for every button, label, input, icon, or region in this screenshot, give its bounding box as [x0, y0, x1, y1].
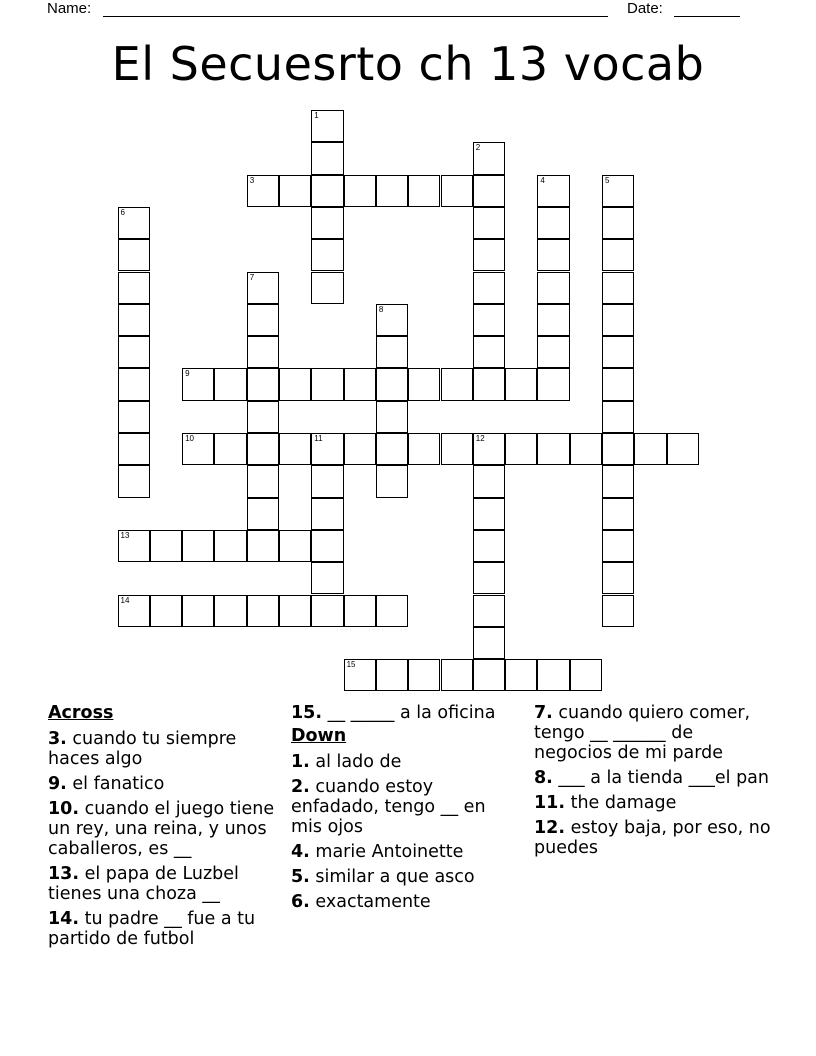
crossword-cell[interactable] [537, 304, 569, 336]
crossword-cell[interactable] [247, 304, 279, 336]
across-clues-list [48, 729, 280, 949]
crossword-cell[interactable] [473, 498, 505, 530]
crossword-cell[interactable] [311, 207, 343, 239]
clue-num: 13. [48, 864, 80, 884]
crossword-cell[interactable] [537, 368, 569, 400]
crossword-cell[interactable] [376, 595, 408, 627]
crossword-cell[interactable] [473, 368, 505, 400]
crossword-cell[interactable] [602, 336, 634, 368]
crossword-cell[interactable] [118, 530, 150, 562]
crossword-cell[interactable] [473, 562, 505, 594]
crossword-cell[interactable] [247, 175, 279, 207]
clue-text: exactamente [315, 892, 431, 912]
clue-item [291, 867, 516, 887]
clue-number: 8 [378, 304, 384, 314]
crossword-cell[interactable] [408, 433, 440, 465]
crossword-cell[interactable] [376, 175, 408, 207]
date-label: Date: [627, 0, 663, 17]
crossword-cell[interactable] [311, 530, 343, 562]
crossword-cell[interactable] [344, 368, 376, 400]
clue-text: el fanatico [72, 774, 165, 794]
crossword-cell[interactable] [602, 207, 634, 239]
crossword-cell[interactable] [376, 368, 408, 400]
crossword-cell[interactable] [408, 175, 440, 207]
crossword-cell[interactable] [118, 433, 150, 465]
crossword-cell[interactable] [279, 595, 311, 627]
clue-text: al lado de [315, 752, 402, 772]
crossword-cell[interactable] [473, 142, 505, 174]
crossword-cell[interactable] [247, 272, 279, 304]
clue-text: tu padre __ fue a tu partido de futbol [48, 909, 256, 949]
across-clues-list-cont [291, 703, 516, 723]
crossword-cell[interactable] [473, 530, 505, 562]
crossword-cell[interactable] [473, 175, 505, 207]
clue-num: 5. [291, 867, 310, 887]
crossword-cell[interactable] [570, 433, 602, 465]
clue-num: 6. [291, 892, 310, 912]
crossword-cell[interactable] [311, 239, 343, 271]
clue-text: the damage [570, 793, 677, 813]
crossword-cell[interactable] [182, 368, 214, 400]
crossword-cell[interactable] [537, 239, 569, 271]
clue-item [291, 703, 516, 723]
clue-num: 14. [48, 909, 80, 929]
crossword-cell[interactable] [311, 368, 343, 400]
crossword-cell[interactable] [473, 595, 505, 627]
crossword-cell[interactable] [602, 530, 634, 562]
clue-number: 13 [120, 530, 130, 540]
crossword-cell[interactable] [118, 239, 150, 271]
clue-text: ___ a la tienda ___el pan [558, 768, 769, 788]
crossword-cell[interactable] [602, 304, 634, 336]
crossword-cell[interactable] [376, 401, 408, 433]
crossword-cell[interactable] [344, 433, 376, 465]
crossword-cell[interactable] [473, 239, 505, 271]
clue-number: 4 [540, 175, 545, 185]
crossword-cell[interactable] [570, 659, 602, 691]
crossword-cell[interactable] [602, 465, 634, 497]
crossword-cell[interactable] [602, 272, 634, 304]
clue-number: 9 [185, 369, 190, 379]
crossword-cell[interactable] [118, 401, 150, 433]
crossword-cell[interactable] [311, 433, 343, 465]
crossword-cell[interactable] [376, 304, 408, 336]
crossword-cell[interactable] [311, 272, 343, 304]
crossword-cell[interactable] [279, 433, 311, 465]
clue-text: el papa de Luzbel tienes una choza __ [48, 864, 239, 904]
clues-column-2 [291, 703, 516, 917]
clue-number: 12 [475, 434, 485, 443]
crossword-cell[interactable] [408, 368, 440, 400]
crossword-cell[interactable] [118, 207, 150, 239]
clue-item [48, 774, 280, 794]
clue-num: 4. [291, 842, 310, 862]
crossword-cell[interactable] [247, 465, 279, 497]
crossword-cell[interactable] [602, 562, 634, 594]
clue-number: 2 [475, 143, 481, 153]
clue-number: 5 [605, 175, 610, 185]
crossword-cell[interactable] [311, 562, 343, 594]
crossword-cell[interactable] [505, 368, 537, 400]
crossword-cell[interactable] [473, 207, 505, 239]
crossword-cell[interactable] [118, 304, 150, 336]
crossword-cell[interactable] [441, 433, 473, 465]
name-label: Name: [47, 0, 92, 17]
clue-number: 6 [120, 207, 125, 217]
crossword-cell[interactable] [441, 659, 473, 691]
clue-text: marie Antoinette [315, 842, 464, 862]
crossword-cell[interactable] [311, 110, 343, 142]
crossword-cell[interactable] [247, 368, 279, 400]
crossword-cell[interactable] [118, 368, 150, 400]
crossword-cell[interactable] [247, 433, 279, 465]
crossword-cell[interactable] [602, 175, 634, 207]
crossword-cell[interactable] [473, 272, 505, 304]
clue-num: 1. [291, 752, 310, 772]
crossword-cell[interactable] [118, 336, 150, 368]
crossword-cell[interactable] [602, 595, 634, 627]
crossword-cell[interactable] [634, 433, 666, 465]
crossword-cell[interactable] [182, 595, 214, 627]
clue-item [48, 864, 280, 904]
crossword-cell[interactable] [441, 175, 473, 207]
crossword-cell[interactable] [537, 207, 569, 239]
page-title: El Secuesrto ch 13 vocab [111, 37, 705, 91]
clue-item [48, 799, 280, 859]
clue-item [291, 842, 516, 862]
clue-num: 8. [534, 768, 553, 788]
clues-column-1 [48, 703, 280, 954]
crossword-cell[interactable] [247, 595, 279, 627]
clue-num: 15. [291, 703, 323, 723]
clue-item [291, 777, 516, 837]
clue-item [534, 793, 774, 813]
crossword-cell[interactable] [505, 433, 537, 465]
clue-text: estoy baja, por eso, no puedes [534, 818, 771, 858]
crossword-cell[interactable] [473, 304, 505, 336]
crossword-cell[interactable] [118, 465, 150, 497]
clue-number: 10 [185, 434, 194, 443]
crossword-cell[interactable] [150, 530, 182, 562]
crossword-cell[interactable] [602, 433, 634, 465]
clue-text: cuando quiero comer, tengo __ ______ de negocios de mi parde [534, 703, 751, 763]
clue-num: 10. [48, 799, 80, 819]
crossword-cell[interactable] [150, 595, 182, 627]
clue-text: __ _____ a la oficina [327, 703, 496, 723]
crossword-cell[interactable] [344, 175, 376, 207]
crossword-cell[interactable] [182, 433, 214, 465]
down-heading: Down [291, 726, 347, 746]
clue-item [534, 818, 774, 858]
crossword-cell[interactable] [537, 433, 569, 465]
clue-item [291, 752, 516, 772]
crossword-cell[interactable] [408, 659, 440, 691]
crossword-cell[interactable] [473, 336, 505, 368]
crossword-cell[interactable] [311, 595, 343, 627]
clue-item [534, 768, 774, 788]
crossword-cell[interactable] [473, 465, 505, 497]
crossword-cell[interactable] [473, 659, 505, 691]
clue-num: 9. [48, 774, 67, 794]
clue-text: cuando el juego tiene un rey, una reina, y unos caballeros, es __ [48, 799, 275, 859]
clue-num: 2. [291, 777, 310, 797]
down-clues-list [291, 752, 516, 912]
crossword-cell[interactable] [214, 595, 246, 627]
crossword-cell[interactable] [279, 530, 311, 562]
crossword-cell[interactable] [118, 272, 150, 304]
crossword-cell[interactable] [311, 175, 343, 207]
crossword-cell[interactable] [441, 368, 473, 400]
crossword-cell[interactable] [473, 627, 505, 659]
clues-column-3 [534, 703, 774, 863]
crossword-cell[interactable] [505, 659, 537, 691]
crossword-cell[interactable] [279, 175, 311, 207]
crossword-cell[interactable] [537, 272, 569, 304]
clue-item [534, 703, 774, 763]
clue-item [48, 909, 280, 949]
crossword-cell[interactable] [247, 498, 279, 530]
clue-number: 14 [120, 595, 130, 605]
clue-number: 3 [249, 175, 255, 185]
crossword-cell[interactable] [118, 595, 150, 627]
crossword-cell[interactable] [376, 465, 408, 497]
crossword-cell[interactable] [602, 498, 634, 530]
crossword-cell[interactable] [537, 659, 569, 691]
clue-number: 11 [314, 434, 323, 443]
clue-text: cuando estoy enfadado, tengo __ en mis ojos [291, 777, 486, 837]
crossword-cell[interactable] [376, 336, 408, 368]
down-clues-list-cont [534, 703, 774, 858]
clue-num: 12. [534, 818, 566, 838]
crossword-cell[interactable] [311, 498, 343, 530]
crossword-cell[interactable] [537, 336, 569, 368]
crossword-cell[interactable] [247, 401, 279, 433]
clue-number: 15 [346, 660, 356, 670]
clue-item [48, 729, 280, 769]
crossword-cell[interactable] [182, 530, 214, 562]
crossword-cell[interactable] [344, 595, 376, 627]
across-heading: Across [48, 703, 114, 723]
crossword-cell[interactable] [214, 368, 246, 400]
crossword-cell[interactable] [247, 530, 279, 562]
crossword-cell[interactable] [537, 175, 569, 207]
crossword-cell[interactable] [473, 433, 505, 465]
crossword-cell[interactable] [602, 401, 634, 433]
crossword-cell[interactable] [311, 465, 343, 497]
clue-number: 1 [314, 111, 319, 120]
crossword-cell[interactable] [311, 142, 343, 174]
crossword-cell[interactable] [376, 659, 408, 691]
clue-text: similar a que asco [315, 867, 475, 887]
crossword-cell[interactable] [376, 433, 408, 465]
clue-item [291, 892, 516, 912]
clue-num: 3. [48, 729, 67, 749]
clue-num: 11. [534, 793, 566, 813]
crossword-cell[interactable] [214, 433, 246, 465]
crossword-cell[interactable] [602, 368, 634, 400]
crossword-cell[interactable] [344, 659, 376, 691]
crossword-cell[interactable] [214, 530, 246, 562]
clue-text: cuando tu siempre haces algo [48, 729, 237, 769]
crossword-cell[interactable] [279, 368, 311, 400]
crossword-cell[interactable] [602, 239, 634, 271]
crossword-cell[interactable] [247, 336, 279, 368]
clue-number: 7 [249, 272, 255, 282]
crossword-cell[interactable] [667, 433, 699, 465]
clue-num: 7. [534, 703, 553, 723]
